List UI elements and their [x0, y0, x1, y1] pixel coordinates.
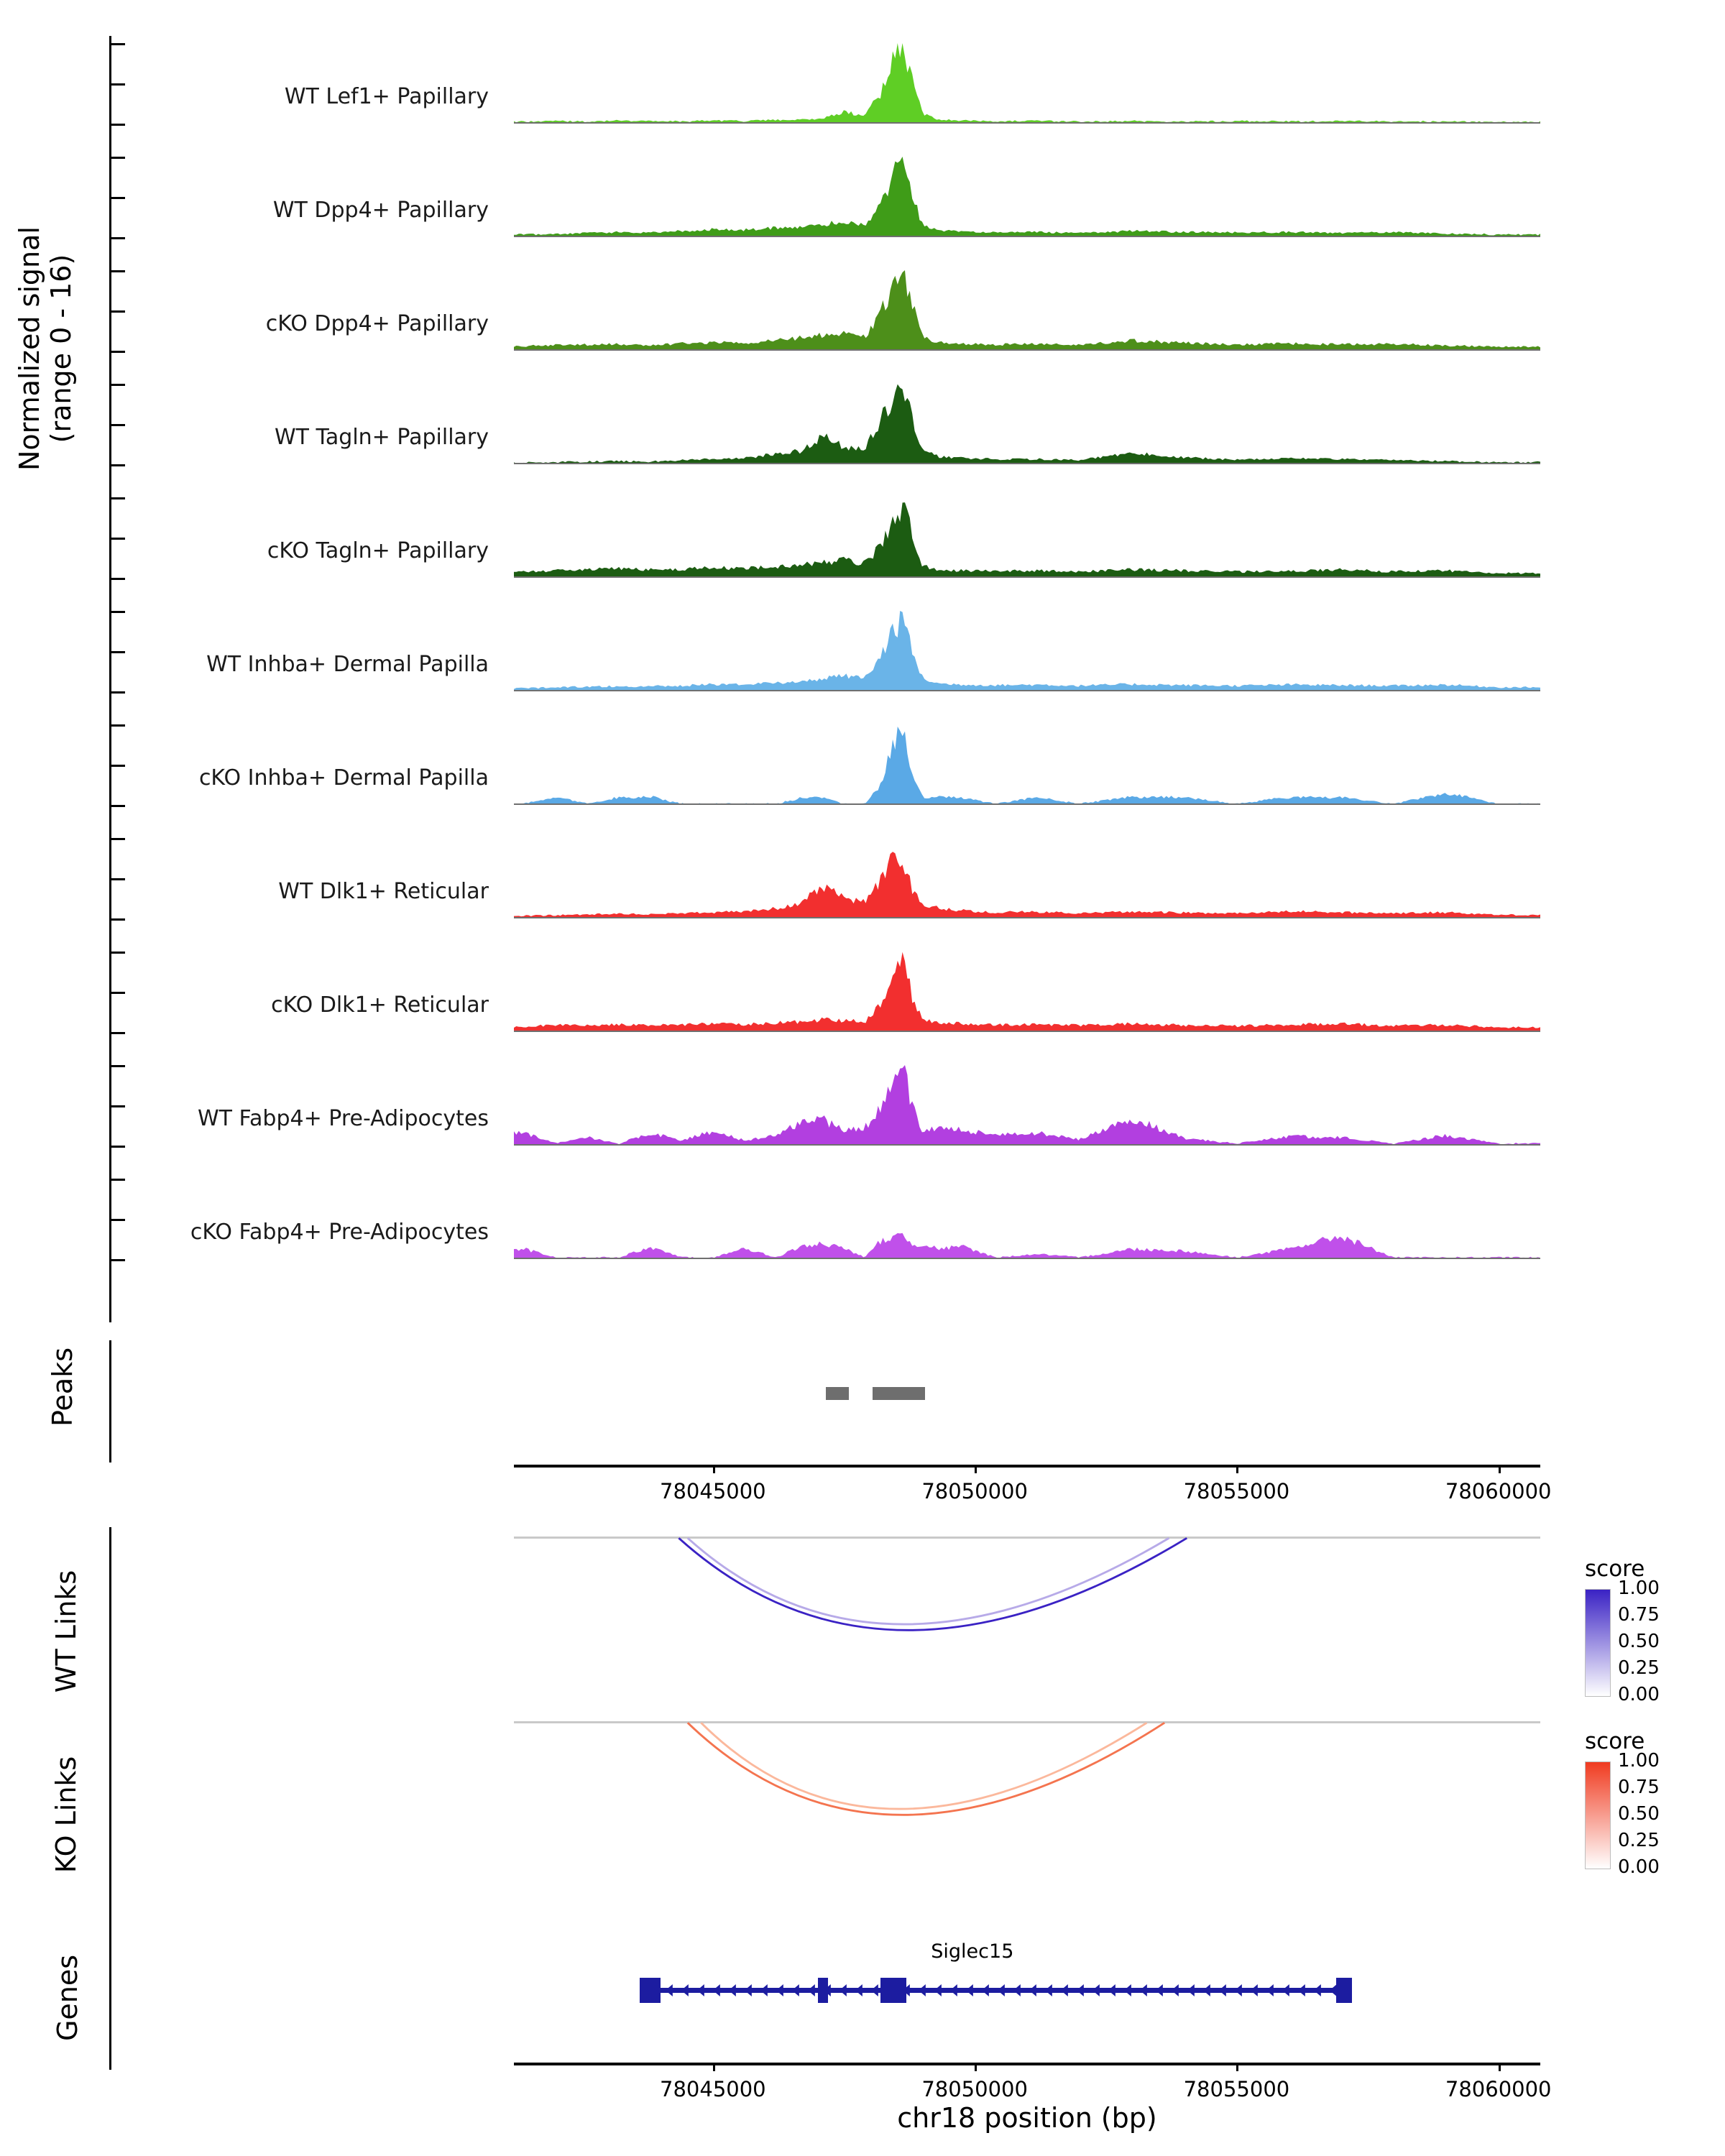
gene-strand-arrows [514, 1971, 1540, 2014]
ko-links-panel [514, 1721, 1540, 1912]
ko-links-arcs [514, 1721, 1540, 1912]
x-axis-tick [1499, 2063, 1501, 2071]
y-axis-tick [109, 1219, 125, 1221]
x-axis-tick [1499, 1465, 1501, 1473]
peak-box [873, 1387, 925, 1400]
peaks-track [514, 1387, 1540, 1406]
wt-links-section-label: WT Links [50, 1570, 82, 1693]
signal-area [514, 1065, 1540, 1146]
x-axis-tick-label: 78045000 [660, 2077, 766, 2101]
legend-tick-label: 0.50 [1618, 1631, 1660, 1652]
wt-links-legend [1585, 1556, 1660, 1705]
y-axis-tick [109, 1146, 125, 1148]
legend-tick-label: 1.00 [1618, 1750, 1660, 1772]
signal-area [514, 1179, 1540, 1259]
signal-area [514, 384, 1540, 464]
y-axis-tick [109, 724, 125, 727]
signal-track [514, 270, 1540, 351]
genes-section-label: Genes [52, 1954, 83, 2042]
track-label: cKO Dpp4+ Papillary [265, 311, 489, 336]
gene-exon [640, 1978, 661, 2003]
y-axis-tick [109, 83, 125, 86]
legend-tick-label: 0.75 [1618, 1777, 1660, 1798]
legend-tick-label: 0.00 [1618, 1684, 1660, 1705]
y-axis-tick [109, 1065, 125, 1067]
y-axis-tick [109, 1259, 125, 1261]
y-axis-tick [109, 918, 125, 921]
legend-tick-label: 0.75 [1618, 1604, 1660, 1626]
x-axis-tick-label: 78060000 [1445, 1479, 1552, 1503]
track-baseline [514, 1031, 1540, 1032]
track-label: cKO Inhba+ Dermal Papilla [198, 765, 489, 791]
track-baseline [514, 122, 1540, 124]
y-axis-tick [109, 992, 125, 994]
y-axis-title-line2: (range 0 - 16) [45, 254, 77, 443]
gene-exon [818, 1978, 828, 2003]
x-axis-tick-label: 78055000 [1183, 2077, 1290, 2101]
track-label: WT Lef1+ Papillary [284, 84, 489, 109]
signal-track [514, 497, 1540, 578]
signal-area [514, 270, 1540, 351]
signal-area [514, 43, 1540, 124]
ko-links-panel-spine [109, 1714, 111, 1912]
track-label: cKO Tagln+ Papillary [267, 538, 489, 563]
track-label: WT Inhba+ Dermal Papilla [206, 652, 489, 677]
signal-panel-spine [109, 36, 111, 1322]
y-axis-tick [109, 124, 125, 126]
signal-track [514, 838, 1540, 918]
track-label: cKO Dlk1+ Reticular [271, 992, 489, 1018]
wt-links-panel [514, 1537, 1540, 1727]
y-axis-tick [109, 878, 125, 880]
x-axis-tick [975, 2063, 977, 2071]
x-axis-tick [713, 2063, 715, 2071]
peak-box [826, 1387, 850, 1400]
peaks-section-label: Peaks [47, 1347, 78, 1427]
gene-name-label: Siglec15 [931, 1940, 1014, 1963]
y-axis-tick [109, 424, 125, 426]
y-axis-tick [109, 43, 125, 45]
peaks-panel-spine [109, 1340, 111, 1462]
gene-track [514, 1940, 1540, 2034]
y-axis-tick [109, 651, 125, 653]
track-label: cKO Fabp4+ Pre-Adipocytes [190, 1220, 489, 1245]
y-axis-tick [109, 464, 125, 466]
y-axis-tick [109, 384, 125, 386]
x-axis-tick [1236, 1465, 1238, 1473]
y-axis-title [14, 90, 79, 607]
track-label: WT Dpp4+ Papillary [272, 198, 489, 223]
track-label: WT Tagln+ Papillary [275, 425, 489, 450]
y-axis-tick [109, 497, 125, 499]
track-baseline [514, 349, 1540, 351]
y-axis-tick [109, 691, 125, 694]
legend-tick-label: 1.00 [1618, 1577, 1660, 1599]
signal-track [514, 1065, 1540, 1146]
x-axis-title: chr18 position (bp) [897, 2102, 1157, 2134]
y-axis-tick [109, 1105, 125, 1107]
ko-links-legend-title: score [1585, 1728, 1645, 1754]
x-axis-tick-label: 78045000 [660, 1479, 766, 1503]
y-axis-tick [109, 157, 125, 159]
x-axis-tick [975, 1465, 977, 1473]
wt-links-arcs [514, 1537, 1540, 1727]
x-axis-bottom [514, 2063, 1540, 2065]
legend-tick-label: 0.25 [1618, 1830, 1660, 1851]
signal-area [514, 838, 1540, 918]
wt-links-panel-spine [109, 1527, 111, 1725]
y-axis-tick [109, 270, 125, 272]
ko-links-legend-gradient [1585, 1761, 1611, 1869]
ko-links-legend [1585, 1728, 1660, 1878]
y-axis-tick [109, 310, 125, 313]
x-axis-tick [713, 1465, 715, 1473]
track-label: WT Dlk1+ Reticular [278, 879, 489, 904]
gene-exon [880, 1978, 906, 2003]
wt-links-legend-gradient [1585, 1589, 1611, 1697]
signal-area [514, 157, 1540, 237]
y-axis-tick [109, 805, 125, 807]
signal-track [514, 724, 1540, 805]
y-axis-tick [109, 578, 125, 580]
signal-track [514, 611, 1540, 691]
track-baseline [514, 1144, 1540, 1146]
y-axis-tick [109, 197, 125, 199]
track-baseline [514, 236, 1540, 237]
y-axis-tick [109, 1179, 125, 1181]
signal-area [514, 952, 1540, 1032]
ko-links-section-label: KO Links [50, 1756, 82, 1874]
y-axis-tick [109, 237, 125, 239]
genes-panel-spine [109, 1901, 111, 2070]
legend-tick-label: 0.00 [1618, 1856, 1660, 1878]
y-axis-tick [109, 538, 125, 540]
x-axis-tick [1236, 2063, 1238, 2071]
y-axis-tick [109, 1032, 125, 1034]
track-baseline [514, 803, 1540, 805]
track-baseline [514, 463, 1540, 464]
y-axis-tick [109, 611, 125, 613]
x-axis-tick-label: 78055000 [1183, 1479, 1290, 1503]
signal-track [514, 1179, 1540, 1259]
track-baseline [514, 917, 1540, 918]
signal-track [514, 43, 1540, 124]
x-axis-tick-label: 78050000 [921, 1479, 1028, 1503]
wt-links-legend-title: score [1585, 1556, 1645, 1582]
signal-area [514, 497, 1540, 578]
signal-track [514, 952, 1540, 1032]
y-axis-tick [109, 838, 125, 840]
track-label: WT Fabp4+ Pre-Adipocytes [198, 1106, 489, 1131]
gene-exon [1336, 1978, 1352, 2003]
track-baseline [514, 1258, 1540, 1259]
y-axis-title-line1: Normalized signal [14, 226, 45, 471]
y-axis-tick [109, 351, 125, 353]
signal-area [514, 724, 1540, 805]
signal-track [514, 384, 1540, 464]
x-axis-tick-label: 78050000 [921, 2077, 1028, 2101]
y-axis-tick [109, 765, 125, 767]
x-axis-tick-label: 78060000 [1445, 2077, 1552, 2101]
track-baseline [514, 576, 1540, 578]
signal-track [514, 157, 1540, 237]
track-baseline [514, 690, 1540, 691]
x-axis-top [514, 1465, 1540, 1468]
legend-tick-label: 0.50 [1618, 1803, 1660, 1825]
legend-tick-label: 0.25 [1618, 1657, 1660, 1679]
signal-area [514, 611, 1540, 691]
y-axis-tick [109, 952, 125, 954]
